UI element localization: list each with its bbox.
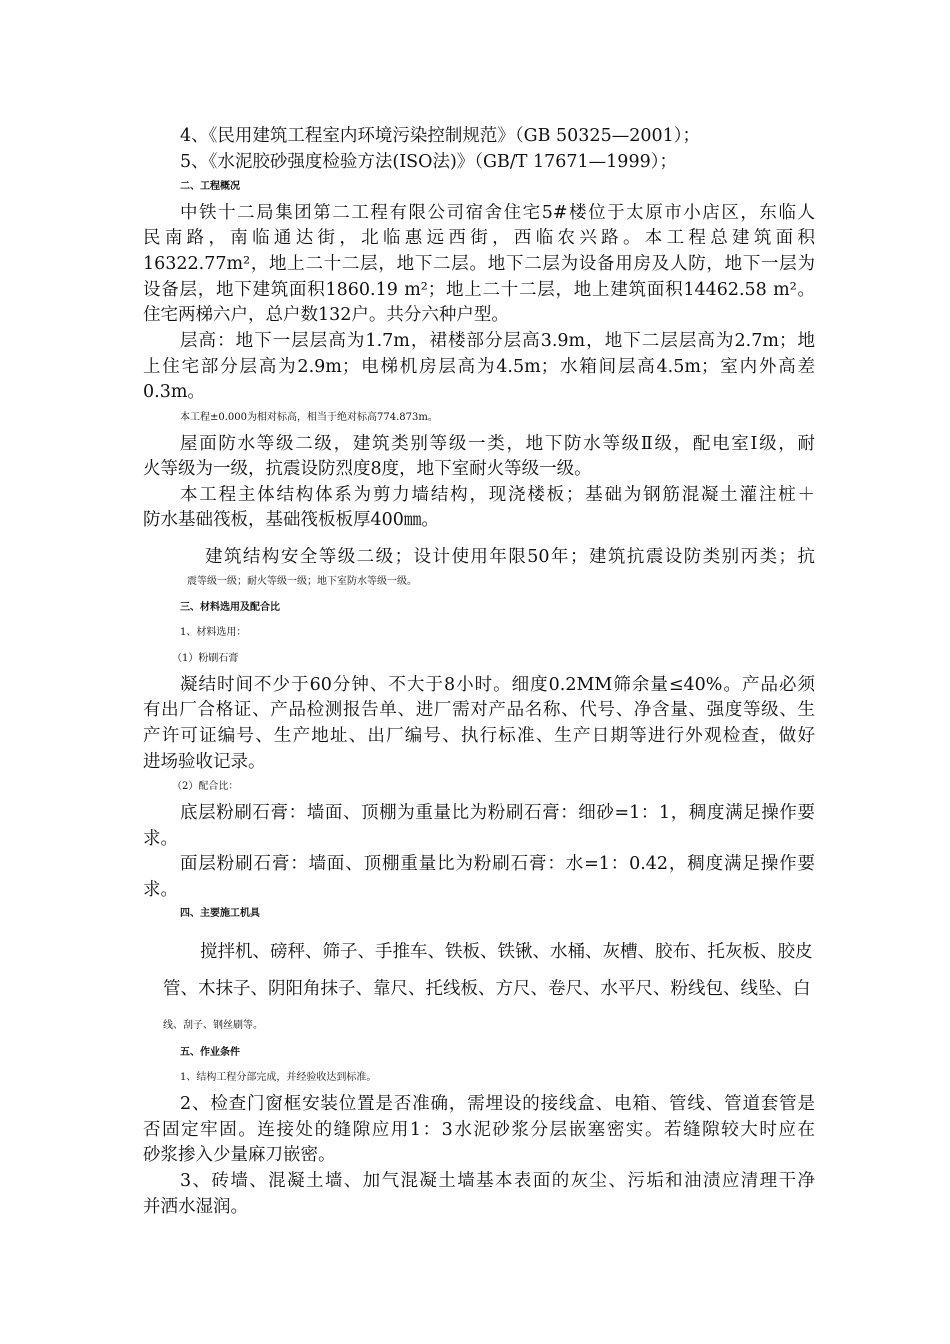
reference-item: 5、《水泥胶砂强度检验方法(ISO法)》（GB/T 17671—1999）；: [180, 152, 677, 172]
body-text-line: 民南路，南临通达街，北临惠远西街，西临农兴路。本工程总建筑面积: [143, 228, 815, 248]
body-text-line: 搅拌机、磅秤、筛子、手推车、铁板、铁锹、水桶、灰槽、胶布、托灰板、胶皮: [200, 942, 813, 962]
body-text-line: 底层粉刷石膏：墙面、顶棚为重量比为粉刷石膏：细砂=1：1，稠度满足操作要: [180, 803, 815, 823]
body-text-line: 16322.77m²，地上二十二层，地下二层。地下二层为设备用房及人防，地下一层为: [143, 254, 815, 274]
reference-item: 4、《民用建筑工程室内环境污染控制规范》（GB 50325—2001）；: [180, 126, 700, 146]
section-heading: 二、工程概况: [180, 181, 240, 192]
body-text-line: 求。: [143, 880, 178, 900]
body-text-line: 上住宅部分层高为2.9m；电梯机房层高为4.5m；水箱间层高4.5m；室内外高差: [143, 357, 815, 377]
body-text-line: 层高：地下一层层高为1.7m，裙楼部分层高3.9m，地下二层层高为2.7m；地: [180, 331, 815, 351]
body-text-line: 建筑结构安全等级二级；设计使用年限50年；建筑抗震设防类别丙类；抗: [205, 547, 815, 567]
section-heading: 五、作业条件: [180, 1047, 240, 1058]
item-heading: （2）配合比：: [172, 781, 239, 792]
body-text-line: 砂浆掺入少量麻刀嵌密。: [143, 1145, 336, 1165]
body-text-line: 屋面防水等级二级，建筑类别等级一类，地下防水等级Ⅱ级，配电室Ⅰ级，耐: [180, 434, 815, 454]
body-text-line: 凝结时间不少于60分钟、不大于8小时。细度0.2MM筛余量≤40%。产品必须: [180, 675, 815, 695]
body-text-line: 住宅两梯六户，总户数132户。共分六种户型。: [143, 305, 509, 325]
item-heading: （1）粉刷石膏: [172, 653, 239, 664]
body-text-line: 1、结构工程分部完成，并经验收达到标准。: [180, 1072, 377, 1083]
body-text-line: 防水基础筏板，基础筏板板厚400㎜。: [143, 510, 439, 530]
section-heading: 三、材料选用及配合比: [180, 602, 280, 613]
body-text-line: 设备层，地下建筑面积1860.19 m²；地上二十二层，地上建筑面积14462.58 m²。: [143, 280, 815, 300]
body-text-line: 中铁十二局集团第二工程有限公司宿舍住宅5#楼位于太原市小店区，东临人: [180, 203, 815, 223]
body-text-line: 面层粉刷石膏：墙面、顶棚重量比为粉刷石膏：水=1：0.42，稠度满足操作要: [180, 854, 815, 874]
body-text-line: 求。: [143, 829, 178, 849]
body-text-line: 震等级一级；耐火等级一级；地下室防水等级一级。: [187, 576, 417, 587]
body-text-line: 本工程±0.000为相对标高，相当于绝对标高774.873m。: [180, 412, 438, 423]
body-text-line: 线、刮子、钢丝刷等。: [163, 1020, 263, 1031]
body-text-line: 有出厂合格证、产品检测报告单、进厂需对产品名称、代号、净含量、强度等级、生: [143, 700, 815, 720]
body-text-line: 2、检查门窗框安装位置是否准确，需埋设的接线盒、电箱、管线、管道套管是: [180, 1094, 815, 1114]
body-text-line: 并洒水湿润。: [143, 1197, 248, 1217]
body-text-line: 火等级为一级，抗震设防烈度8度，地下室耐火等级一级。: [143, 459, 592, 479]
section-heading: 四、主要施工机具: [180, 908, 260, 919]
body-text-line: 产许可证编号、生产地址、出厂编号、执行标准、生产日期等进行外观检查，做好: [143, 726, 815, 746]
body-text-line: 本工程主体结构体系为剪力墙结构，现浇楼板；基础为钢筋混凝土灌注桩＋: [180, 485, 815, 505]
sub-heading: 1、材料选用：: [180, 627, 247, 638]
body-text-line: 0.3m。: [143, 382, 205, 402]
body-text-line: 3、砖墙、混凝土墙、加气混凝土墙基本表面的灰尘、污垢和油渍应清理干净: [180, 1171, 815, 1191]
body-text-line: 管、木抹子、阴阳角抹子、靠尺、托线板、方尺、卷尺、水平尺、粉线包、线坠、白: [163, 979, 811, 999]
body-text-line: 进场验收记录。: [143, 752, 266, 772]
body-text-line: 否固定牢固。连接处的缝隙应用1：3水泥砂浆分层嵌塞密实。若缝隙较大时应在: [143, 1120, 815, 1140]
